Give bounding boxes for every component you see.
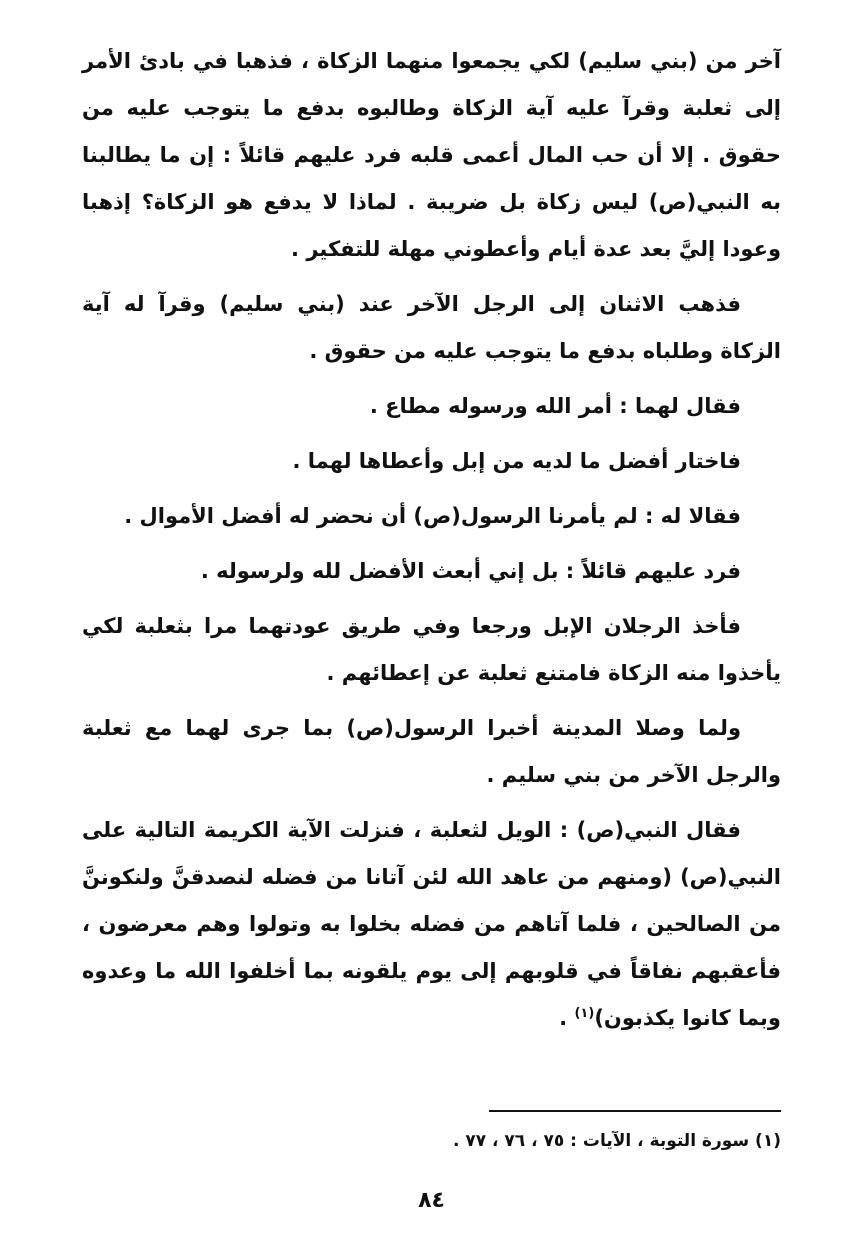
paragraph-continuation: آخر من (بني سليم) لكي يجمعوا منهما الزكاة ، فذهبا في بادئ الأمر إلى ثعلبة وقرآ عليه آية الزكاة وطالبوه بدفع ما يتوجب عليه من حقوق . إلا أن حب المال أعمى قلبه فرد عليهم قائلاً : إن ما يطالبنا به النبي(ص) ليس زكاة بل ضريبة . لماذا لا يدفع هو الزكاة؟ إذهبا وعودا إليَّ بعد عدة أيام وأعطوني مهلة للتفكير . xyxy=(82,49,781,261)
page-number: ٨٤ xyxy=(418,1188,445,1213)
paragraph-revelation xyxy=(82,807,781,1042)
paragraph-not-commanded: فقالا له : لم يأمرنا الرسول(ص) أن نحضر له أفضل الأموال . xyxy=(124,504,741,528)
paragraph-two-men-go: فذهب الاثنان إلى الرجل الآخر عند (بني سليم) وقرآ له آية الزكاة وطلباه بدفع ما يتوجب عليه من حقوق . xyxy=(82,292,781,363)
paragraph-return-refusal: فأخذ الرجلان الإبل ورجعا وفي طريق عودتهما مرا بثعلبة لكي يأخذوا منه الزكاة فامتنع ثعلبة عن إعطائهم . xyxy=(82,614,781,685)
revelation-end: . xyxy=(559,1006,575,1030)
revelation-text: فقال النبي(ص) : الويل لثعلبة ، فنزلت الآية الكريمة التالية على النبي(ص) (ومنهم من عاهد الله لئن آتانا من فضله لنصدقنَّ ولنكوننَّ من الصالحين ، فلما آتاهم من فضله بخلوا به وتولوا وهم معرضون ، فأعقبهم نفاقاً في قلوبهم إلى يوم يلقونه بما أخلفوا الله ما وعدوه وبما كانوا يكذبون) xyxy=(82,818,781,1030)
paragraph-reply-obey: فقال لهما : أمر الله ورسوله مطاع . xyxy=(369,394,741,418)
footnote-reference: (١) xyxy=(574,1006,595,1021)
paragraph-send-best: فرد عليهم قائلاً : بل إني أبعث الأفضل لله ولرسوله . xyxy=(200,559,741,583)
footnote: (١) سورة التوبة ، الآيات : ٧٥ ، ٧٦ ، ٧٧ . xyxy=(452,1131,781,1151)
paragraph-inform-prophet: ولما وصلا المدينة أخبرا الرسول(ص) بما جرى لهما مع ثعلبة والرجل الآخر من بني سليم . xyxy=(82,716,781,787)
page-body xyxy=(82,38,781,1042)
footnote-divider xyxy=(489,1110,781,1112)
paragraph-best-camels: فاختار أفضل ما لديه من إبل وأعطاها لهما . xyxy=(292,449,741,473)
